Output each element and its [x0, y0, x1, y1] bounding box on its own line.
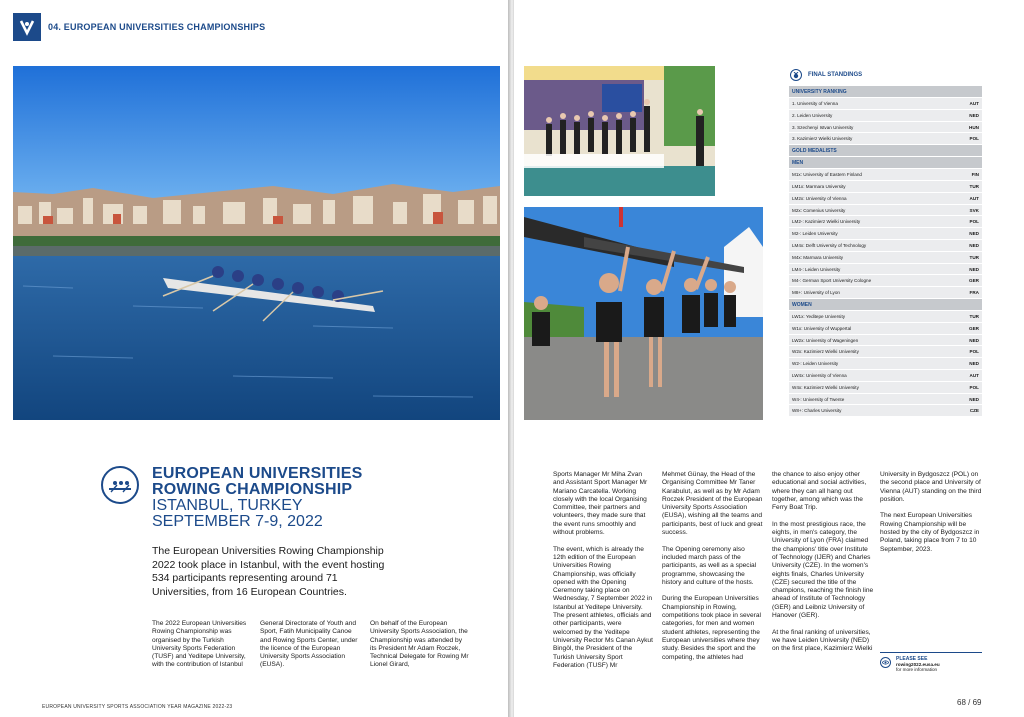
left-page — [0, 0, 510, 717]
rowing-boat-photo — [13, 66, 500, 420]
right-text-column-3: the chance to also enjoy other educational and social activities, where they can all hang out together, among which was the Ferry Boat Trip. In the most prestigious race, the eights, in men's category, the University of Lyon (FRA) claimed the champions' title over Institute of Technology (IJER) and Charles University (CZE). In the women's eights finals, Charles University (CZE) secured the title of the champions, reaching the finish line ahead of Institute of Technology (GER) and Leibniz University of Hanover (GER). At the final ranking of universities, we have Leiden University (NED) on the first place, Kazimierz Wielki — [772, 471, 874, 653]
women-medalist-row — [789, 382, 982, 394]
standing-country: GER — [969, 278, 979, 284]
standing-name: LW2x: University of Wageningen — [792, 337, 859, 343]
men-medalist-row — [789, 275, 982, 287]
standing-country: CZE — [969, 408, 979, 414]
university-ranking-header: UNIVERSITY RANKING — [789, 86, 982, 98]
standing-name: LM2x: University of Vienna — [792, 195, 847, 201]
women-medalist-row — [789, 346, 982, 358]
final-standings-heading — [790, 69, 862, 81]
event-title: EUROPEAN UNIVERSITIES ROWING CHAMPIONSHIP — [152, 465, 363, 498]
men-header: MEN — [789, 157, 982, 169]
standing-name: W4x: Kazimierz Wielki University — [792, 384, 859, 390]
men-medalist-row — [789, 252, 982, 264]
please-see-link[interactable]: rowing2022.eusa.eu — [896, 662, 940, 667]
standing-country: AUT — [969, 195, 979, 201]
left-text-column-1: The 2022 European Universities Rowing Championship was organised by the Turkish University Sports Federation (TUSF) and Yeditepe University, with the contribution of Istanbul — [152, 620, 247, 669]
standing-name: M8+: University of Lyon — [792, 290, 840, 296]
standing-country: TUR — [969, 183, 979, 189]
ranking-row — [789, 133, 982, 145]
standing-country: GER — [969, 325, 979, 331]
women-medalist-row — [789, 405, 982, 417]
standing-country: NED — [969, 112, 979, 118]
standing-name: W4-: University of Twente — [792, 396, 845, 402]
standings-table — [789, 86, 982, 417]
standing-name: LW4x: University of Vienna — [792, 372, 847, 378]
standing-country: AUT — [969, 372, 979, 378]
standing-name: W8+: Charles University — [792, 408, 842, 414]
men-medalist-row — [789, 228, 982, 240]
men-medalist-row — [789, 264, 982, 276]
standing-country: TUR — [969, 254, 979, 260]
men-medalist-row — [789, 287, 982, 299]
women-medalist-row — [789, 335, 982, 347]
standing-name: M2-: Leiden University — [792, 231, 838, 237]
gold-medalists-header: GOLD MEDALISTS — [789, 145, 982, 157]
ranking-row — [789, 110, 982, 122]
standing-country: NED — [969, 337, 979, 343]
page-numbers: 68 / 69 — [957, 698, 982, 707]
standing-country: NED — [969, 266, 979, 272]
men-medalist-row — [789, 205, 982, 217]
please-see-box — [880, 652, 982, 672]
standing-name: LM4-: Leiden University — [792, 266, 841, 272]
standing-name: M2x: Comenius University — [792, 207, 846, 213]
right-text-column-1: Sports Manager Mr Miha Zvan and Assistant Sport Manager Mr Mariano Carcatella. Working closely with the local Organising Committee, their partners and volunteers, they made sure that the event runs smoothly and without problems. The event, which is already the 12th edition of the European Universities Rowing Championship, was officially opened with the Opening Ceremony taking place on Wednesday, 7 September 2022 in Istanbul at Yeditepe University. The present athletes, officials and other participants, were welcomed by the Yeditepe University Rector Ms Canan Aykut Bingöl, the President of the Turkish University Sport Federation (TUSF) Mr — [553, 471, 653, 669]
final-standings-title: FINAL STANDINGS — [808, 72, 863, 78]
left-text-column-3: On behalf of the European University Sports Association, the Championship was attended by its President Mr Adam Roczek, Technical Delegate for Rowing Mr Lionel Girard, — [370, 620, 469, 669]
men-medalist-row — [789, 169, 982, 181]
magazine-footer: EUROPEAN UNIVERSITY SPORTS ASSOCIATION YEAR MAGAZINE 2022-23 — [42, 704, 233, 710]
standing-country: FIN — [971, 172, 979, 178]
right-text-column-2: Mehmet Günay, the Head of the Organising Committee Mr Taner Karabulut, as well as by Mr Adam Roczek President of the European University Sports Association (EUSA), wishing all the teams and participants, best of luck and great success. The Opening ceremony also included march pass of the participants, as well as a special programme, showcasing the history and culture of the hosts. During the European Universities Championship in Rowing, competitions took place in several categories, for men and women student athletes, representing the European universities where they study. Besides the sport and the competing, the athletes had — [662, 471, 763, 661]
event-location-dates: ISTANBUL, TURKEY SEPTEMBER 7-9, 2022 — [152, 497, 323, 530]
standing-country: NED — [969, 361, 979, 367]
men-medalist-row — [789, 181, 982, 193]
standing-name: M4-: German Sport University Cologne — [792, 278, 872, 284]
standing-country: POL — [969, 349, 979, 355]
standing-country: POL — [969, 219, 979, 225]
standing-country: NED — [969, 231, 979, 237]
men-rows — [789, 169, 982, 299]
standing-name: W2x: Kazimierz Wielki University — [792, 349, 859, 355]
eusa-logo — [13, 13, 41, 41]
standing-name: 1. University of Vienna — [792, 101, 838, 106]
section-title: 04. EUROPEAN UNIVERSITIES CHAMPIONSHIPS — [48, 22, 266, 32]
women-medalist-row — [789, 323, 982, 335]
standing-name: W2-: Leiden University — [792, 361, 839, 367]
please-see-more: for more information — [896, 667, 938, 672]
standing-country: POL — [969, 384, 979, 390]
please-see-label: PLEASE SEE — [896, 656, 928, 662]
standing-country: FRA — [969, 290, 979, 296]
men-medalist-row — [789, 240, 982, 252]
university-ranking-rows — [789, 98, 982, 145]
ceremony-photo — [524, 66, 715, 196]
standing-country: TUR — [969, 313, 979, 319]
standing-country: NED — [969, 242, 979, 248]
standing-name: LM2-: Kazimierz Wielki University — [792, 219, 861, 225]
standing-name: LM4x: Delft University of Technology — [792, 242, 867, 248]
standing-name: W1x: University of Wuppertal — [792, 325, 852, 331]
standing-name: LM1x: Marmara University — [792, 183, 846, 189]
ranking-row — [789, 98, 982, 110]
standing-name: M1x: University of Eastern Finland — [792, 172, 862, 178]
standing-country: SVK — [969, 207, 979, 213]
men-medalist-row — [789, 216, 982, 228]
standing-name: 3. Kazimierz Wielki University — [792, 136, 853, 142]
eusa-logo-icon — [18, 18, 36, 36]
standing-country: NED — [969, 396, 979, 402]
standing-name: M4x: Marmara University — [792, 254, 844, 260]
women-header: WOMEN — [789, 299, 982, 311]
ranking-row — [789, 122, 982, 134]
women-medalist-row — [789, 394, 982, 406]
medal-icon — [790, 69, 802, 81]
team-celebration-photo — [524, 207, 763, 420]
standing-country: AUT — [969, 101, 979, 106]
women-medalist-row — [789, 311, 982, 323]
standing-country: HUN — [969, 124, 979, 130]
rowing-event-icon — [101, 466, 139, 504]
women-medalist-row — [789, 370, 982, 382]
standing-country: POL — [969, 136, 979, 142]
standing-name: 3. Szechenyi Istvan University — [792, 124, 854, 130]
standing-name: LW1x: Yeditepe University — [792, 313, 846, 319]
women-medalist-row — [789, 358, 982, 370]
right-page — [514, 0, 1024, 717]
left-text-column-2: General Directorate of Youth and Sport, Fatih Municipality Canoe and Rowing Sports Center, under the licence of the European University Sports Association (EUSA). — [260, 620, 358, 669]
men-medalist-row — [789, 193, 982, 205]
standing-name: 2. Leiden University — [792, 112, 833, 118]
right-text-column-4: University in Bydgoszcz (POL) on the second place and University of Vienna (AUT) standing on the third position. The next European Universities Rowing Championship will be hosted by the city of Bydgoszcz in Poland, taking place from 7 to 10 September, 2023. — [880, 471, 982, 553]
lead-paragraph: The European Universities Rowing Championship 2022 took place in Istanbul, with the event hosting 534 participants representing around 71 Universities, from 16 European Countries. — [152, 545, 385, 598]
eye-icon — [880, 657, 891, 668]
women-rows — [789, 311, 982, 417]
